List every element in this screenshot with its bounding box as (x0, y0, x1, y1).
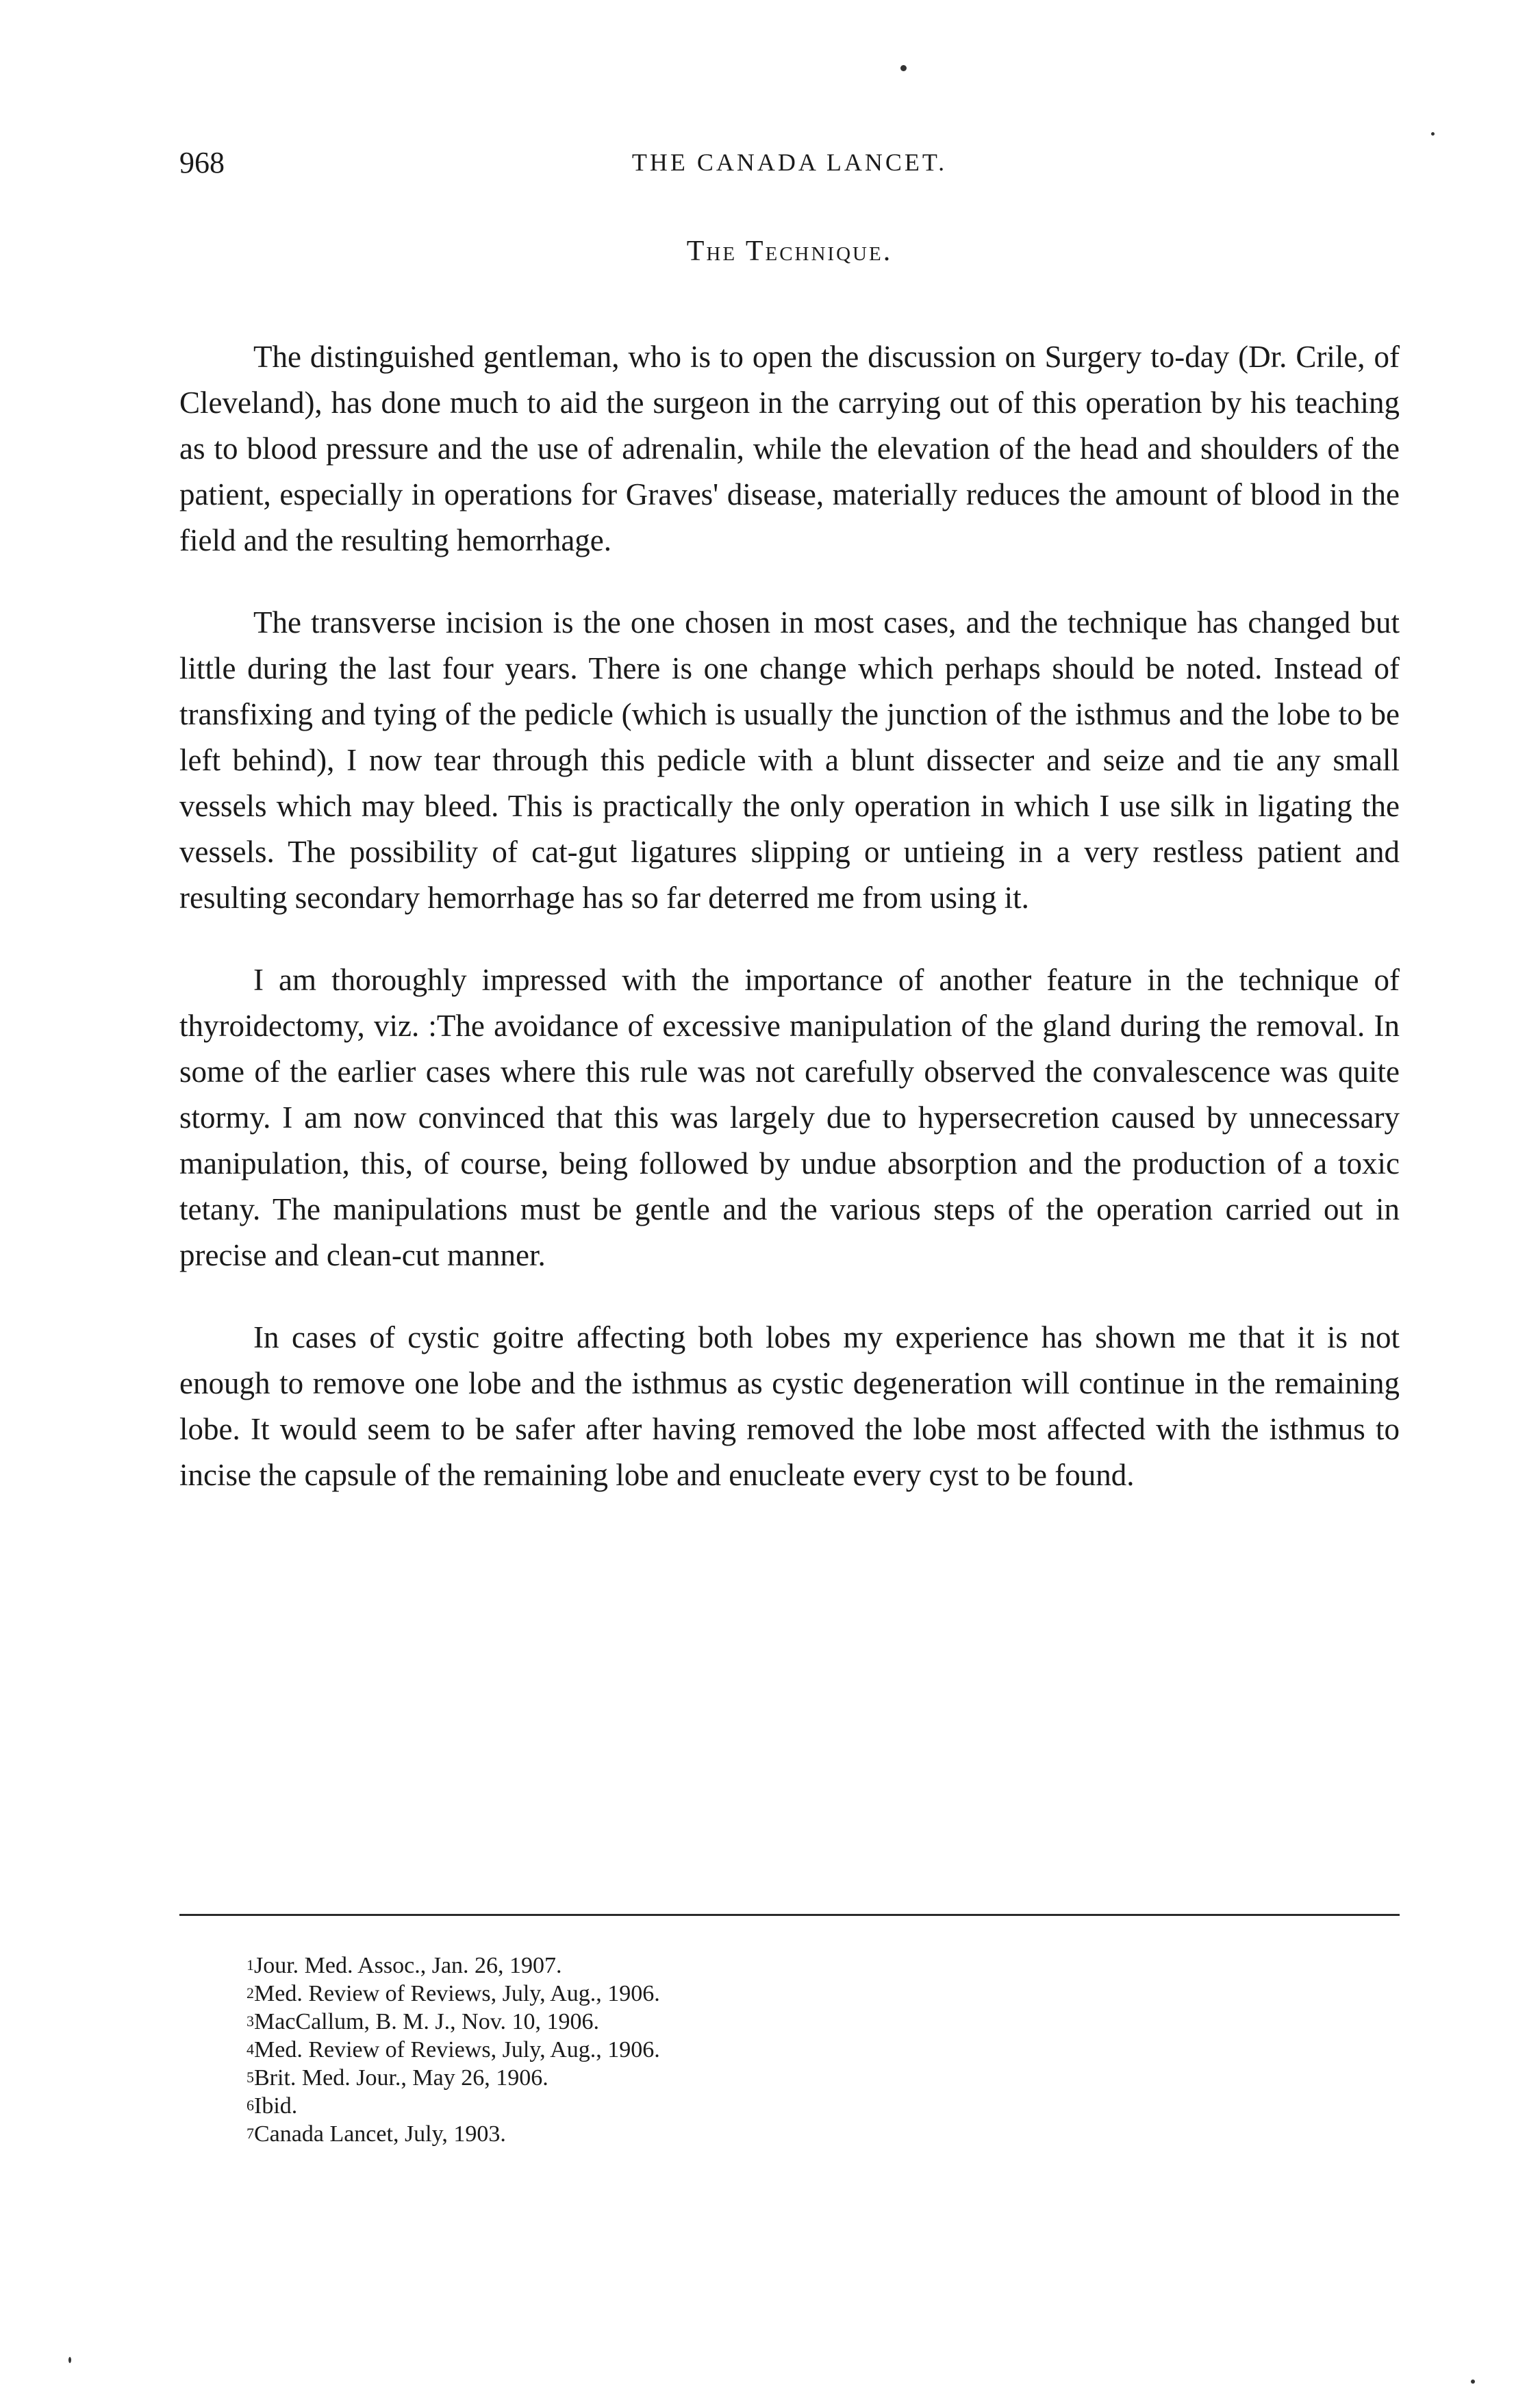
footnote-mark: 5 (247, 2069, 254, 2086)
footnote-mark: 6 (247, 2097, 254, 2114)
page-number: 968 (179, 146, 225, 179)
footnote (247, 1952, 1205, 1980)
footnote-text: Brit. Med. Jour., May 26, 1906. (254, 2065, 548, 2091)
footnote-divider (179, 1914, 1400, 1916)
paragraph-cystic-goitre: In cases of cystic goitre affecting both lobes my experience has shown me that it is not enough to remove one lobe and the isthmus as cystic degeneration will continue in the remaining lobe. It would seem to be safer after having removed the lobe most affected with the isthmus to incise the capsule of the remaining lobe and enucleate every cyst to be found. (179, 1320, 1400, 1492)
footnote (247, 1980, 1205, 2008)
footnote-text: Canada Lancet, July, 1903. (254, 2121, 506, 2147)
ink-speck (1471, 2380, 1475, 2384)
footnote-mark: 2 (247, 1984, 254, 2002)
footnote-text: Jour. Med. Assoc., Jan. 26, 1907. (254, 1953, 562, 1978)
footnote-text: Med. Review of Reviews, July, Aug., 1906. (254, 2037, 660, 2062)
section-title: The Technique. (686, 236, 893, 267)
paragraph-crile: The distinguished gentleman, who is to open the discussion on Surgery to-day (Dr. Crile, of Cleveland), has done much to aid the surgeon in the carrying out of this operation by his teaching as to blood pressure and the use of adrenalin, while the elevation of the head and shoulders of the patient, especially in operations for Graves' disease, materially reduces the amount of blood in the field and the resulting hemorrhage. (179, 340, 1400, 557)
footnote-mark: 4 (247, 2041, 254, 2058)
ink-speck (1431, 132, 1435, 136)
ink-speck (900, 65, 907, 71)
footnote (247, 2120, 1205, 2148)
body-text (179, 334, 1400, 1535)
footnote (247, 2064, 1205, 2092)
footnote-mark: 3 (247, 2012, 254, 2030)
running-title: THE CANADA LANCET. (631, 149, 948, 176)
footnote (247, 2036, 1205, 2064)
footnote (247, 2008, 1205, 2036)
footnote-text: Med. Review of Reviews, July, Aug., 1906. (254, 1981, 660, 2006)
footnote-mark: 1 (247, 1956, 254, 1973)
footnotes (247, 1952, 1205, 2148)
footnote-text: MacCallum, B. M. J., Nov. 10, 1906. (254, 2009, 600, 2034)
ink-speck (68, 2357, 71, 2363)
page-header (179, 145, 1400, 186)
paragraph-manipulation: I am thoroughly impressed with the importance of another feature in the technique of thyroidectomy, viz. :The avoidance of excessive manipulation of the gland during the removal. In some of the earlier cases where this rule was not carefully observed the convalescence was quite stormy. I am now convinced that this was largely due to hypersecretion caused by unnecessary manipulation, this, of course, being followed by undue absorption and the production of a toxic tetany. The manipulations must be gentle and the various steps of the operation carried out in precise and clean-cut manner. (179, 963, 1400, 1272)
footnote-text: Ibid. (254, 2093, 298, 2119)
footnote (247, 2092, 1205, 2120)
footnote-mark: 7 (247, 2125, 254, 2142)
paragraph-transverse-incision: The transverse incision is the one chosen in most cases, and the technique has changed but little during the last four years. There is one change which perhaps should be noted. Instead of transfixing and tying of the pedicle (which is usually the junction of the isthmus and the lobe to be left behind), I now tear through this pedicle with a blunt dissecter and seize and tie any small vessels which may bleed. This is practically the only operation in which I use silk in ligating the vessels. The possibility of cat-gut ligatures slipping or untieing in a very restless patient and resulting secondary hemorrhage has so far deterred me from using it. (179, 605, 1400, 915)
